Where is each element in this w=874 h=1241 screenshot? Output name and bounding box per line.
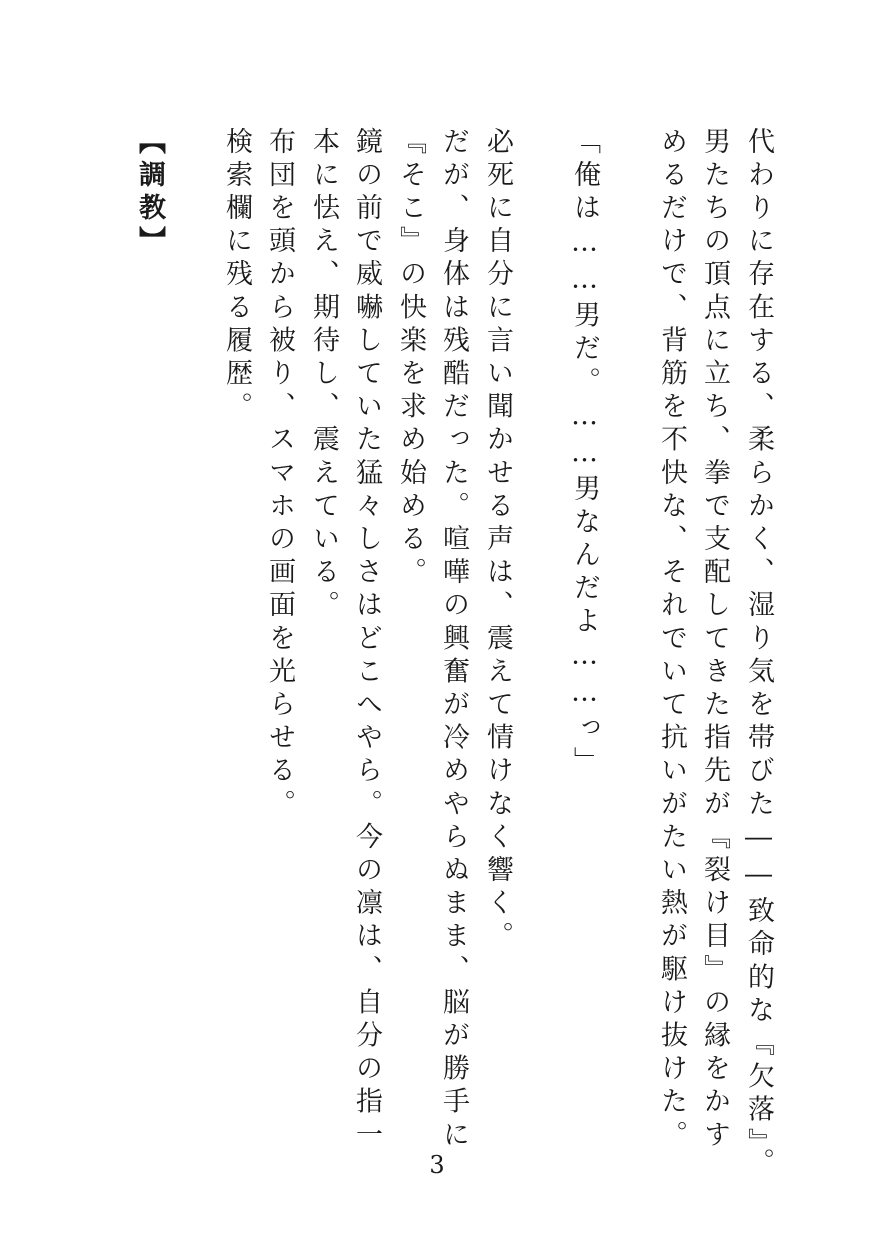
text-column: 男たちの頂点に立ち、拳で支配してきた指先が『裂け目』の縁をかす [699, 127, 730, 1154]
text-column: 『そこ』の快楽を求め始める。 [395, 127, 426, 591]
text-column: 布団を頭から被り、スマホの画面を光らせる。 [264, 127, 295, 823]
text-column: 検索欄に残る履歴。 [221, 127, 252, 425]
text-column: 鏡の前で威嚇していた猛々しさはどこへやら。今の凛は、自分の指一 [351, 127, 382, 1154]
text-column: だが、身体は残酷だった。喧嘩の興奮が冷めやらぬまま、脳が勝手に [438, 127, 469, 1154]
text-column: 代わりに存在する、柔らかく、湿り気を帯びた――致命的な『欠落』。 [743, 127, 774, 1181]
page-number: 3 [429, 1151, 445, 1179]
text-column: めるだけで、背筋を不快な、それでいて抗いがたい熱が駆け抜けた。 [656, 127, 687, 1154]
section-heading: 【調教】 [134, 127, 165, 260]
dialogue-column: 「俺は……男だ。……男なんだよ……っ」 [569, 127, 600, 780]
text-column: 本に怯え、期待し、震えている。 [308, 127, 339, 624]
text-column: 必死に自分に言い聞かせる声は、震えて情けなく響く。 [482, 127, 513, 955]
